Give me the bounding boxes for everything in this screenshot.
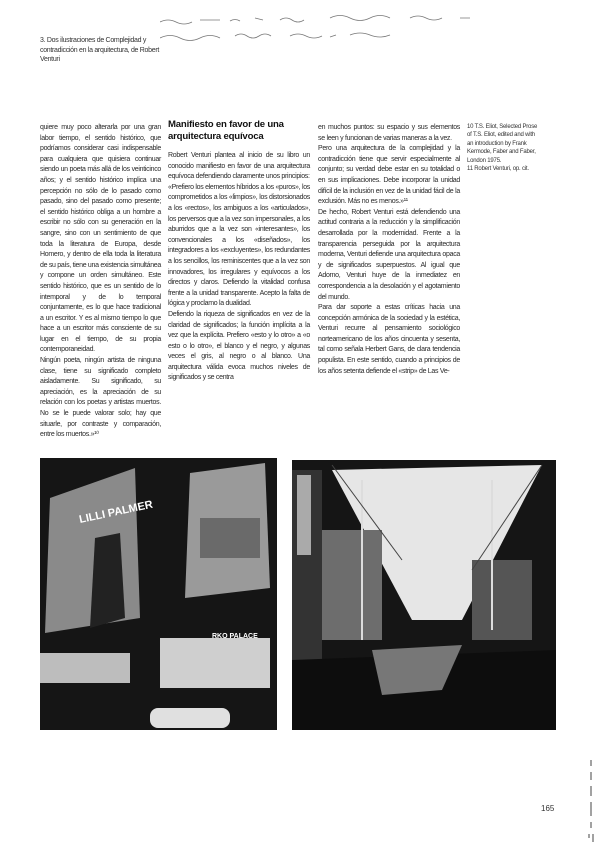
paragraph: De hecho, Robert Venturi está defendiendo una actitud contraria a la reducción y la simplificación desarrollada por la modernidad. Frente a la transparencia perseguida por la arquitectura moderna, Venturi defiende una arquitectura opaca y de significados superpuestos. Al igual que Adorno, Venturi huye de la inmediatez en correspondencia a la desolación y el agotamiento del mundo. xyxy=(318,208,460,301)
quote-paragraph: Defiendo la riqueza de significados en vez de la claridad de significados; la función implícita a la vez que la explícita. Prefiero «esto y lo otro» a «o esto o lo otro», el blanco y el negro, y algunas veces el gris, al negro o al blanco. Una arquitectura válida evoca muchos niveles de significados y se centra xyxy=(168,310,310,382)
paragraph: Ningún poeta, ningún artista de ninguna clase, tiene su significado completo aisladamente. Su significado, su apreciación, es la apreciación de su relación con los poetas y artistas muertos. No se le puede valorar solo; hay que situarle, por contraste y comparación, entre los muertos.»¹⁰ xyxy=(40,357,161,439)
section-heading: Manifiesto en favor de una arquitectura equívoca xyxy=(168,119,284,142)
handwritten-annotation xyxy=(160,8,500,68)
page-number: 165 xyxy=(541,804,555,813)
figure-caption: 3. Dos ilustraciones de Complejidad y contradicción en la arquitectura, de Robert Venturi xyxy=(40,37,160,64)
footnotes xyxy=(467,123,539,173)
scan-edge-marks xyxy=(585,760,597,845)
footnote: 10 T.S. Eliot, Selected Prose of T.S. Eliot, edited and with an introduction by Frank Kermode, Faber and Faber, London 1975. xyxy=(467,124,538,164)
photo-street-view xyxy=(292,460,556,730)
footnote: 11 Robert Venturi, op. cit. xyxy=(467,166,529,173)
sign-lettering: LILLI PALMER xyxy=(78,498,154,526)
quote-paragraph: «Prefiero los elementos híbridos a los «puros», los comprometidos a los «limpios», los distorsionados a los «rectos», los ambiguos a los «articulados», los perversos que a la vez son impersonales, a los aburridos que a la vez son «interesantes», los convencionales a los «diseñados», los integradores a los «excluyentes», los redundantes a los sencillos, los reminiscentes que a la vez son innovadores, los irregulares y equívocos a los directos y claros. Defiendo la vitalidad confusa frente a la unidad transparente. Acepto la falta de lógica y proclamo la dualidad. xyxy=(168,183,310,308)
sign-lettering: RKO PALACE xyxy=(212,633,258,640)
paragraph: en muchos puntos: su espacio y sus elementos se leen y funcionan de varias maneras a la vez. xyxy=(318,124,460,142)
left-text-column xyxy=(40,123,161,441)
paragraph: Robert Venturi plantea al inicio de su libro un conocido manifiesto en favor de una arquitectura equívoca defendiendo claramente unos principios: xyxy=(168,152,310,181)
right-text-column xyxy=(318,123,460,377)
paragraph: Pero una arquitectura de la complejidad y la contradicción tiene que servir especialmente al conjunto; su verdad debe estar en su totalidad o en sus implicaciones. Debe incorporar la unidad difícil de la inclusión en vez de la unidad fácil de la exclusión. Más no es menos.»¹¹ xyxy=(318,145,460,206)
paragraph: Para dar soporte a estas críticas hacia una concepción armónica de la sociedad y la estética, Venturi recurre al pensamiento sociológico norteamericano de los años cincuenta y sesenta, tal como señala Herbert Gans, de clara tendencia populista. En este sentido, cuando a principios de los años setenta defiende el «strip» de Las Ve- xyxy=(318,304,460,375)
paragraph: quiere muy poco alterarla por una gran labor tiempo, el sentido histórico, que podríamos considerar casi indispensable para cualquiera que quisiera continuar siendo un poeta más allá de los veinticinco años; y el sentido histórico implica una percepción no sólo de lo pasado como pasado, sino del pasado como presente; el sentido histórico obliga a un hombre a escribir no sólo con su generación en la sangre, sino con un sentimiento de que toda la literatura de Europa, desde Homero, y dentro de ella toda la literatura de su país, tiene una existencia simultánea y compone un orden simultáneo. Este sentido histórico, que es un sentido de lo intemporal y de lo temporal conjuntamente, es lo que hace tradicional a un escritor. Y es al mismo tiempo lo que hace a un escritor más consciente de su lugar en el tiempo, de su propia contemporaneidad. xyxy=(40,124,161,354)
middle-text-column xyxy=(168,151,310,384)
photo-times-square xyxy=(40,458,277,730)
